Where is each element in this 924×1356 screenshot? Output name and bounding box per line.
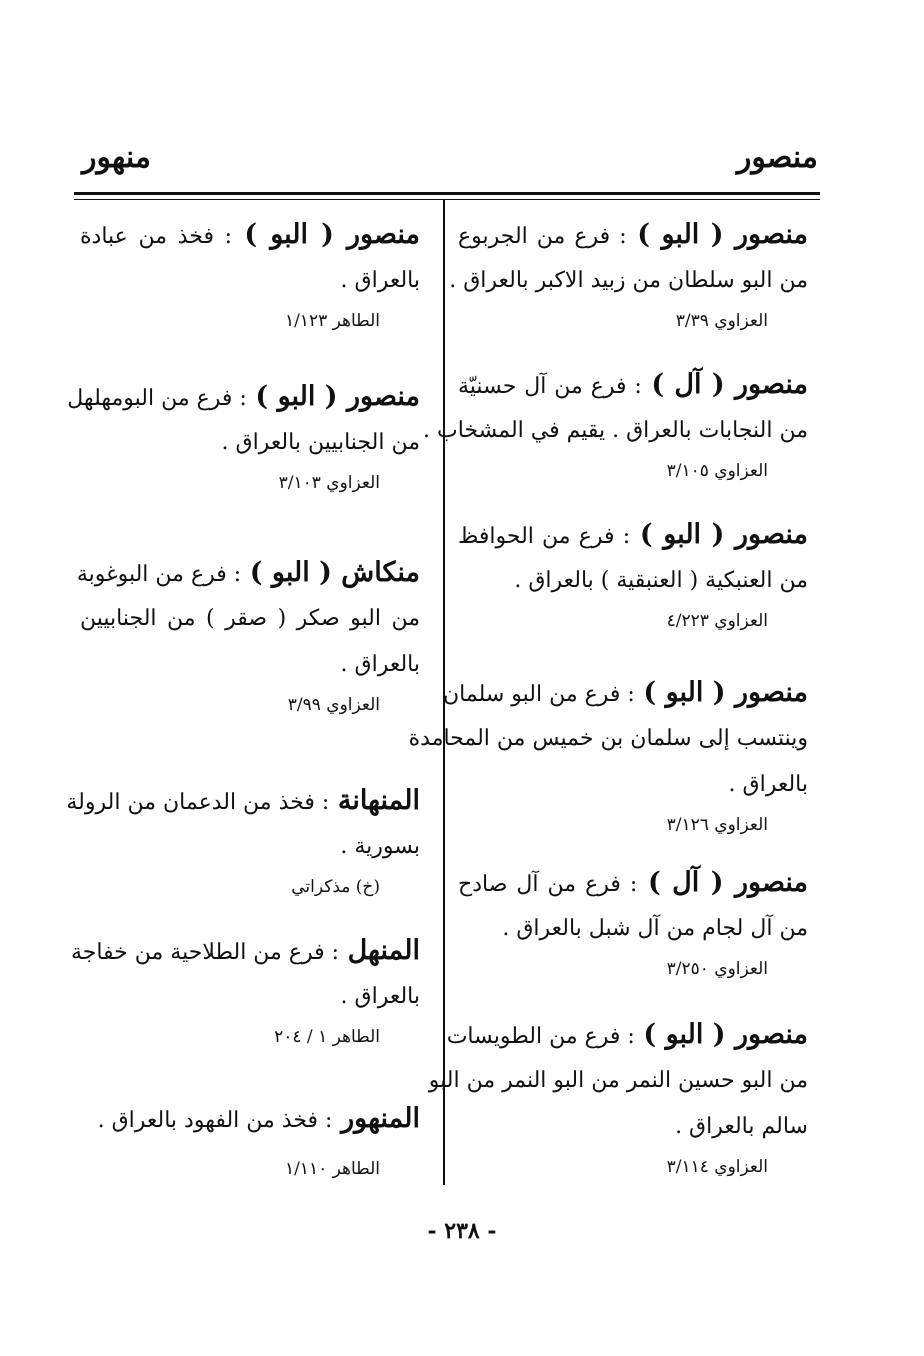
entry-headword: منصور ( البو )	[643, 677, 808, 708]
entry-headword: منصور ( البو )	[244, 219, 420, 250]
entry-text-line: بالعراق .	[340, 984, 420, 1009]
entry-text-line: سالم بالعراق .	[675, 1114, 808, 1139]
running-header-left: منهور	[82, 140, 151, 175]
entry-head-line	[76, 550, 420, 596]
header-rule-thin	[74, 199, 820, 200]
entry-head-line	[80, 212, 420, 258]
entry	[458, 512, 808, 638]
entry-text-line: وينتسب إلى سلمان بن خميس من المحامدة	[408, 726, 808, 751]
entry-definition: : فرع من الحوافظ	[458, 524, 631, 549]
running-header-right: منصور	[736, 140, 818, 175]
entry	[66, 778, 420, 904]
entry-source: الطاهر ١/١٢٣	[284, 311, 380, 331]
entry	[80, 1096, 420, 1186]
entry-headword: المنهل	[347, 935, 420, 966]
entry-text-line: من العنبكية ( العنبقية ) بالعراق .	[514, 568, 808, 593]
entry	[449, 212, 808, 338]
entry	[76, 550, 420, 722]
entry	[70, 928, 420, 1054]
entry-text-line: بالعراق .	[340, 652, 420, 677]
entry	[408, 670, 808, 842]
entry	[428, 1012, 808, 1184]
entry-head-line	[66, 778, 420, 824]
entry-text-line: من النجابات بالعراق . يقيم في المشخاب .	[423, 418, 808, 443]
entry-head-line	[70, 928, 420, 974]
entry-headword: منصور ( البو )	[643, 1019, 808, 1050]
entry-text-line: بالعراق .	[728, 772, 808, 797]
entry-headword: منصور ( آل )	[647, 867, 808, 898]
entry-source: العزاوي ٣/١٢٦	[666, 815, 768, 835]
entry-head-line	[458, 362, 808, 408]
entry	[458, 860, 808, 986]
entry-definition: : فخذ من الفهود بالعراق .	[97, 1108, 333, 1133]
entry	[80, 212, 420, 338]
entry-head-line	[458, 860, 808, 906]
entry-source: العزاوي ٤/٢٢٣	[666, 611, 768, 631]
entry-head-line	[458, 512, 808, 558]
entry-head-line	[446, 1012, 808, 1058]
entry-source: العزاوي ٣/١١٤	[666, 1157, 768, 1177]
entry-headword: منصور ( البو )	[637, 219, 808, 250]
entry-text-line: بالعراق .	[340, 268, 420, 293]
entry-headword: منصور ( البو )	[639, 519, 808, 550]
entry-head-line	[67, 374, 420, 420]
entry-text-line: من البو حسين النمر من البو النمر من البو	[428, 1068, 808, 1093]
entry-definition: : فرع من البومهلهل	[67, 386, 247, 411]
header-rule-thick	[74, 192, 820, 195]
entry-definition: : فخذ من الدعمان من الرولة	[66, 790, 330, 815]
entry-headword: المنهور	[341, 1103, 420, 1134]
entry-headword: منصور ( البو )	[255, 381, 420, 412]
entry-definition: : فرع من الجربوع	[458, 224, 627, 249]
entry-headword: منكاش ( البو )	[249, 557, 420, 588]
entry-definition: : فخذ من عبادة	[80, 224, 233, 249]
entry-definition: : فرع من آل صادح	[458, 872, 638, 897]
entry-head-line	[80, 1096, 420, 1142]
entry-definition: : فرع من آل حسنيّة	[458, 374, 642, 399]
entry-text-line: من آل لجام من آل شبل بالعراق .	[502, 916, 808, 941]
entry-text-line: من البو سلطان من زبيد الاكبر بالعراق .	[449, 268, 808, 293]
entry-text-line: بسورية .	[340, 834, 420, 859]
entry-definition: : فرع من البو سلمان	[443, 682, 635, 707]
entry-source: العزاوي ٣/٢٥٠	[666, 959, 768, 979]
entry-source: (خ) مذكراتي	[291, 877, 380, 897]
entry-text-line: من البو صكر ( صقر ) من الجنابيين	[80, 606, 420, 631]
page-number: - ٢٣٨ -	[427, 1218, 497, 1244]
entry-text-line: من الجنابيين بالعراق .	[221, 430, 420, 455]
entry-head-line	[443, 670, 808, 716]
entry-source: العزاوي ٣/١٠٥	[666, 461, 768, 481]
entry-headword: منصور ( آل )	[651, 369, 808, 400]
entry	[423, 362, 808, 488]
entry-source: العزاوي ٣/٣٩	[675, 311, 768, 331]
entry-source: العزاوي ٣/٩٩	[287, 695, 380, 715]
entry-source: الطاهر ١ / ٢٠٤	[274, 1027, 380, 1047]
entry-definition: : فرع من الطويسات	[446, 1024, 635, 1049]
entry-headword: المنهانة	[337, 785, 420, 816]
entry-definition: : فرع من الطلاحية من خفاجة	[70, 940, 340, 965]
entry-source: العزاوي ٣/١٠٣	[278, 473, 380, 493]
entry-definition: : فرع من البوغوبة	[76, 562, 242, 587]
entry	[67, 374, 420, 500]
entry-source: الطاهر ١/١١٠	[284, 1159, 380, 1179]
entry-head-line	[458, 212, 808, 258]
